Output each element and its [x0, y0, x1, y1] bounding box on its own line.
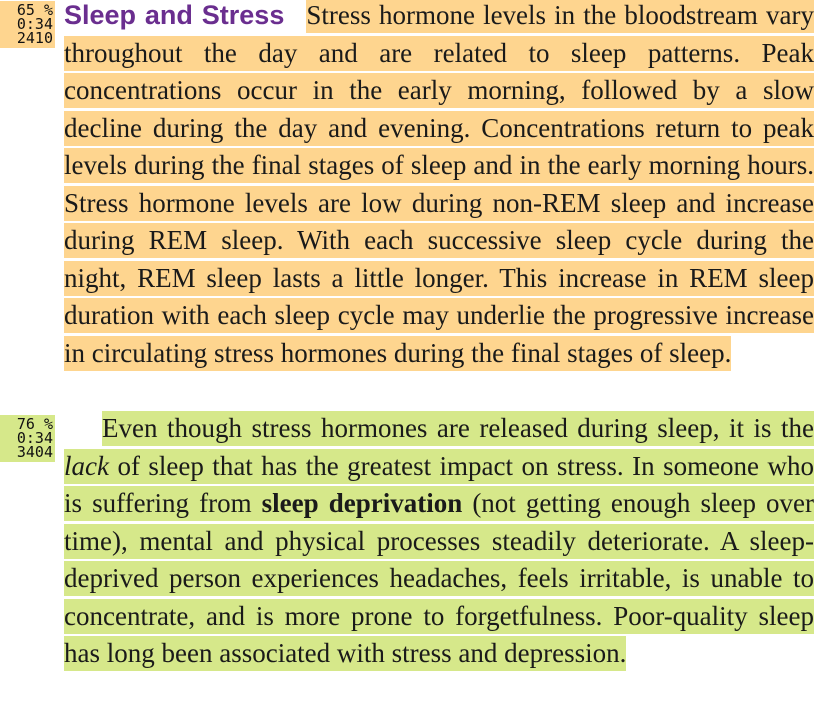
annotation-time: 0:34 [16, 15, 53, 33]
paragraph-2-part-1: Even though stress hormones are released during sleep, it is the [102, 413, 814, 443]
section-heading: Sleep and Stress [64, 0, 285, 30]
paragraph-sleep-deprivation [64, 410, 814, 673]
highlighted-paragraph-1-text[interactable]: Stress hormone levels in the bloodstream vary throughout the day and are related to sleep patterns. Peak concentrations occur in the early morning, followed by a slow decline during the day and evening. Concentrations return to peak levels during the final stages of sleep and in the early morning hours. Stress hormone levels are low during non-REM sleep and increase during REM sleep. With each successive sleep cycle during the night, REM sleep lasts a little longer. This increase in REM sleep duration with each sleep cycle may underlie the progressive increase in circulating stress hormones during the final stages of sleep. [64, 0, 814, 371]
highlight-annotation-2 [0, 415, 55, 462]
annotation-percent: 65 % [16, 1, 53, 19]
annotation-count: 3404 [16, 443, 53, 461]
paragraph-2-part-2: of sleep that has the greatest impact on stress. In someone who is suffering from [64, 450, 814, 518]
annotation-count: 2410 [16, 29, 53, 47]
highlighted-paragraph-2-text[interactable] [64, 411, 814, 671]
emphasis-lack: lack [64, 450, 109, 481]
key-term-sleep-deprivation: sleep deprivation [261, 488, 463, 518]
highlight-annotation-1 [0, 1, 55, 48]
annotation-percent: 76 % [16, 415, 53, 433]
paragraph-2-part-3: (not getting enough sleep over time), mental and physical processes steadily deteriorate. A sleep-deprived person experiences headaches, feels irritable, is unable to concentrate, and is more prone to forgetfulness. Poor-quality sleep has long been associated with stress and depression. [64, 488, 814, 668]
annotation-time: 0:34 [16, 429, 53, 447]
paragraph-sleep-and-stress [64, 0, 814, 372]
